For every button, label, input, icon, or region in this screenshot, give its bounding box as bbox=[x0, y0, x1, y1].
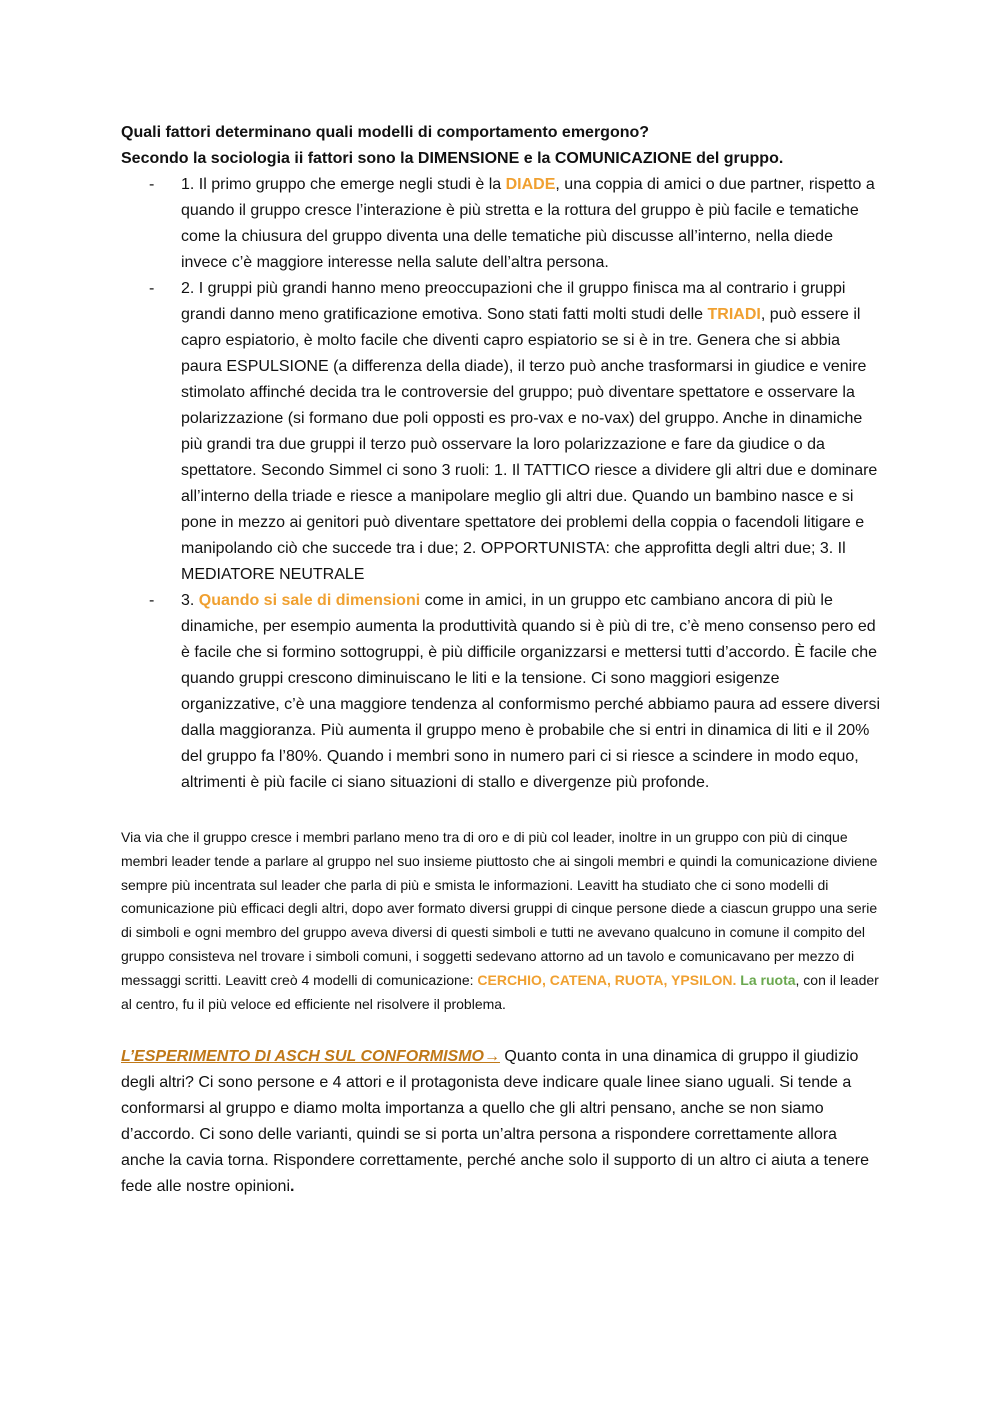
list-item-dimensioni bbox=[121, 588, 881, 796]
item-text-after: come in amici, in un gruppo etc cambiano ancora di più le dinamiche, per esempio aumenta la produttività quando si è più di tre, c’è meno consenso pero ed è facile che si formino sottogruppi, è più difficile organizzarsi e mettersi tutti d’accordo. È facile che quando gruppi crescono diminuiscano le liti e la tensione. Ci sono maggiori esigenze organizzative, c’è una maggiore tendenza al conformismo perché abbiamo paura ad essere diversi dalla maggioranza. Più aumenta il gruppo meno è probabile che si entri in dinamica di liti e il 20% del gruppo fa l’80%. Quando i membri sono in numero pari ci si riesce a scindere in modo equo, altrimenti è più facile ci siano situazioni di stallo e divergenze più profonde. bbox=[181, 592, 881, 791]
communication-models: CERCHIO, CATENA, RUOTA, YPSILON. bbox=[477, 971, 737, 988]
group-size-list bbox=[121, 172, 881, 796]
item-text-after: , una coppia di amici o due partner, rispetto a quando il gruppo cresce l’interazione è più stretta e la rottura del gruppo è più facile e tematiche come la chiusura del gruppo diventa una delle tematiche più discusse all’interno, nella diede invece c’è maggiore interesse nella salute dell’altra persona. bbox=[181, 176, 875, 271]
item-text-before: 1. Il primo gruppo che emerge negli studi è la bbox=[181, 176, 506, 193]
document-page bbox=[121, 120, 881, 1200]
item-text-before: 2. I gruppi più grandi hanno meno preoccupazioni che il gruppo finisca ma al contrario i gruppi grandi danno meno gratificazione emotiva. Sono stati fatti molti studi delle bbox=[181, 280, 846, 323]
ruota-highlight: La ruota bbox=[740, 971, 796, 988]
item-text-after: , può essere il capro espiatorio, è molto facile che diventi capro espiatorio se si è in tre. Genera che si abbia paura ESPULSIONE (a differenza della diade), il terzo può anche trasformarsi in giudice e venire stimolato affinché decida tra le controversie del gruppo; può diventare spettatore e osservare la polarizzazione (si formano due poli opposti es pro-vax e no-vax) del gruppo. Anche in dinamiche più grandi tra due gruppi il terzo può osservare la loro polarizzazione e fare da giudice o da spettatore. Secondo Simmel ci sono 3 ruoli: 1. Il TATTICO riesce a dividere gli altri due e dominare all’interno della triade e riesce a manipolare meglio gli altri due. Quando un bambino nasce e si pone in mezzo ai genitori può diventare spettatore dei problemi della coppia o facendoli litigare e manipolando ciò che succede tra i due; 2. OPPORTUNISTA: che approfitta degli altri due; 3. Il MEDIATORE NEUTRALE bbox=[181, 306, 878, 583]
communication-text: Via via che il gruppo cresce i membri parlano meno tra di oro e di più col leader, inoltre in un gruppo con più di cinque membri leader tende a parlare al gruppo nel suo insieme piuttosto che ai singoli membri e quindi la comunicazione diviene sempre più incentrata sul leader che parla di più e smista le informazioni. Leavitt ha studiato che ci sono modelli di comunicazione più efficaci degli altri, dopo aver formato diversi gruppi di cinque persone diede a ciascun gruppo una serie di simboli e ogni membro del gruppo aveva diversi di questi simboli e tutti ne avevano qualcuno in comune il compito del gruppo consisteva nel trovare i simboli comuni, i soggetti sedevano attorno ad un tavolo e comunicavano per mezzo di messaggi scritti. Leavitt creò 4 modelli di comunicazione: bbox=[121, 829, 878, 988]
heading-question: Quali fattori determinano quali modelli di comportamento emergono? bbox=[121, 124, 650, 141]
list-item-triadi bbox=[121, 276, 881, 588]
communication-paragraph bbox=[121, 826, 881, 1016]
list-dash: - bbox=[149, 592, 155, 609]
list-item-diade bbox=[121, 172, 881, 276]
list-dash: - bbox=[149, 280, 155, 297]
highlight-diade: DIADE bbox=[505, 176, 556, 193]
communication-ending: , con il leader al centro, fu il più veloce ed efficiente nel risolvere il problema. bbox=[121, 971, 879, 1012]
list-dash: - bbox=[149, 176, 155, 193]
item-text-before: 3. bbox=[181, 592, 199, 609]
highlight-triadi: TRIADI bbox=[707, 306, 761, 323]
asch-title: L’ESPERIMENTO DI ASCH SUL CONFORMISMO→ bbox=[121, 1048, 500, 1066]
highlight-dimensioni: Quando si sale di dimensioni bbox=[198, 592, 421, 609]
asch-final-dot: . bbox=[290, 1178, 295, 1196]
asch-paragraph bbox=[121, 1044, 881, 1200]
heading-subtitle: Secondo la sociologia ii fattori sono la DIMENSIONE e la COMUNICAZIONE del gruppo. bbox=[121, 150, 784, 167]
asch-text: Quanto conta in una dinamica di gruppo il giudizio degli altri? Ci sono persone e 4 attori e il protagonista deve indicare quale linee siano uguali. Si tende a conformarsi al gruppo e diamo molta importanza a quello che gli altri pensano, anche se non siamo d’accordo. Ci sono delle varianti, quindi se si porta un’altra persona a rispondere correttamente allora anche la cavia torna. Rispondere correttamente, perché anche solo il supporto di un altro ci aiuta a tenere fede alle nostre opinioni bbox=[121, 1048, 869, 1196]
document-heading bbox=[121, 120, 881, 172]
